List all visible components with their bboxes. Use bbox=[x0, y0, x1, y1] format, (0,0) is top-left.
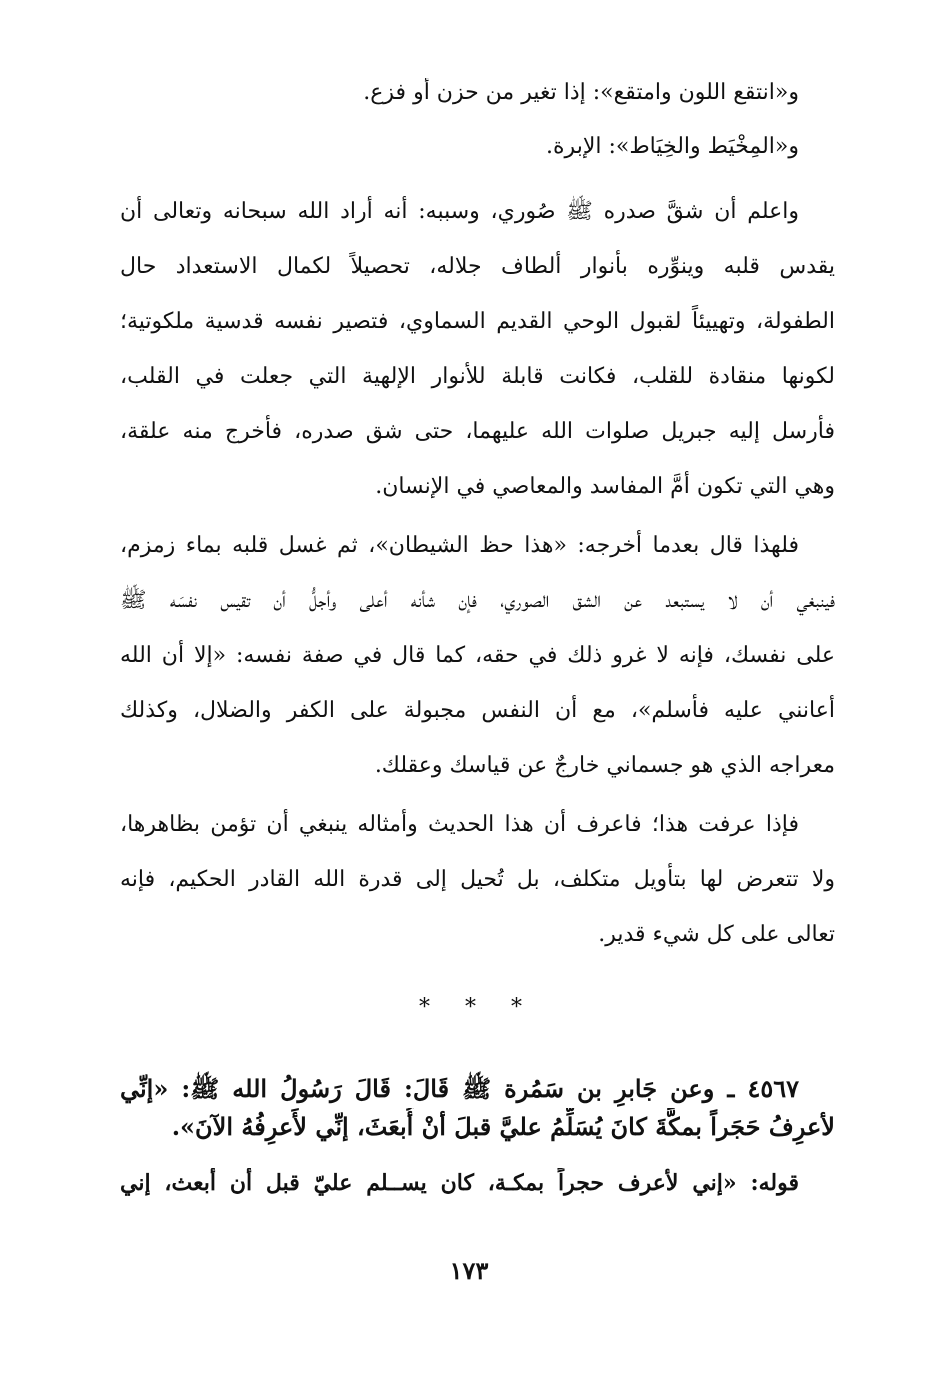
paragraph-line: أعانني عليه فأسلم»، مع أن النفس مجبولة على الكفر والضلال، وكذلك bbox=[120, 698, 835, 723]
gloss-line-1: و«انتقع اللون وامتقع»: إذا تغير من حزن أو فزع. bbox=[363, 80, 799, 105]
paragraph-line: ولا تتعرض لها بتأويل متكلف، بل تُحيل إلى قدرة الله القادر الحكيم، فإنه bbox=[120, 867, 835, 892]
hadith-line: لأعرِفُ حَجَراً بمكَّةَ كانَ يُسَلِّمُ عليَّ قبلَ أنْ أُبعَثَ، إنِّي لأَعرِفُهُ الآنَ». bbox=[171, 1112, 835, 1141]
gloss-line-2: و«المِخْيَط والخِيَاط»: الإبرة. bbox=[546, 134, 799, 159]
paragraph-3 bbox=[120, 797, 835, 962]
paragraph-line: على نفسك، فإنه لا غرو ذلك في حقه، كما قال في صفة نفسه: «إلا أن الله bbox=[120, 643, 835, 668]
paragraph-1 bbox=[120, 184, 835, 514]
page-number: ١٧٣ bbox=[449, 1256, 489, 1285]
paragraph-line: تعالى على كل شيء قدير. bbox=[598, 922, 835, 947]
hadith-line: ٤٥٦٧ ـ وعن جَابرِ بن سَمُرة ﷺ قَالَ: قَالَ رَسُولُ الله ﷺ: «إنِّي bbox=[120, 1074, 799, 1103]
hadith-block bbox=[120, 1070, 835, 1146]
paragraph-line: الطفولة، وتهييئاً لقبول الوحي القديم السماوي، فتصير نفسه قدسية ملكوتية؛ bbox=[120, 309, 835, 334]
paragraph-line: فينبغي أن لا يستبعد عن الشق الصوري، فإن شأنه أعلى وأجلُّ أن تقيس نفسَه ﷺ bbox=[120, 588, 835, 613]
paragraph-line: فلهذا قال بعدما أخرجه: «هذا حظ الشيطان»، ثم غسل قلبه بماء زمزم، bbox=[120, 533, 799, 558]
section-separator: * * * bbox=[419, 995, 536, 1020]
paragraph-line: معراجه الذي هو جسماني خارجٌ عن قياسك وعقلك. bbox=[374, 753, 835, 778]
paragraph-line: لكونها منقادة للقلب، فكانت قابلة للأنوار الإلهية التي جعلت في القلب، bbox=[120, 364, 835, 389]
paragraph-2 bbox=[120, 518, 835, 793]
paragraph-line: يقدس قلبه وينوِّره بأنوار ألطاف جلاله، تحصيلاً لكمال الاستعداد حال bbox=[120, 254, 835, 279]
paragraph-line: فأرسل إليه جبريل صلوات الله عليهما، حتى شق صدره، فأخرج منه علقة، bbox=[120, 419, 835, 444]
paragraph-line: وهي التي تكون أمَّ المفاسد والمعاصي في الإنسان. bbox=[375, 474, 835, 499]
page-body bbox=[120, 78, 835, 1318]
commentary-line: قوله: «إني لأعرف حجراً بمكـة، كان يســلم عليّ قبل أن أبعث، إني bbox=[120, 1170, 799, 1196]
paragraph-line: فإذا عرفت هذا؛ فاعرف أن هذا الحديث وأمثاله ينبغي أن تؤمن بظاهرها، bbox=[120, 812, 799, 837]
paragraph-line: واعلم أن شقَّ صدره ﷺ صُوري، وسببه: أنه أراد الله سبحانه وتعالى أن bbox=[120, 199, 799, 224]
